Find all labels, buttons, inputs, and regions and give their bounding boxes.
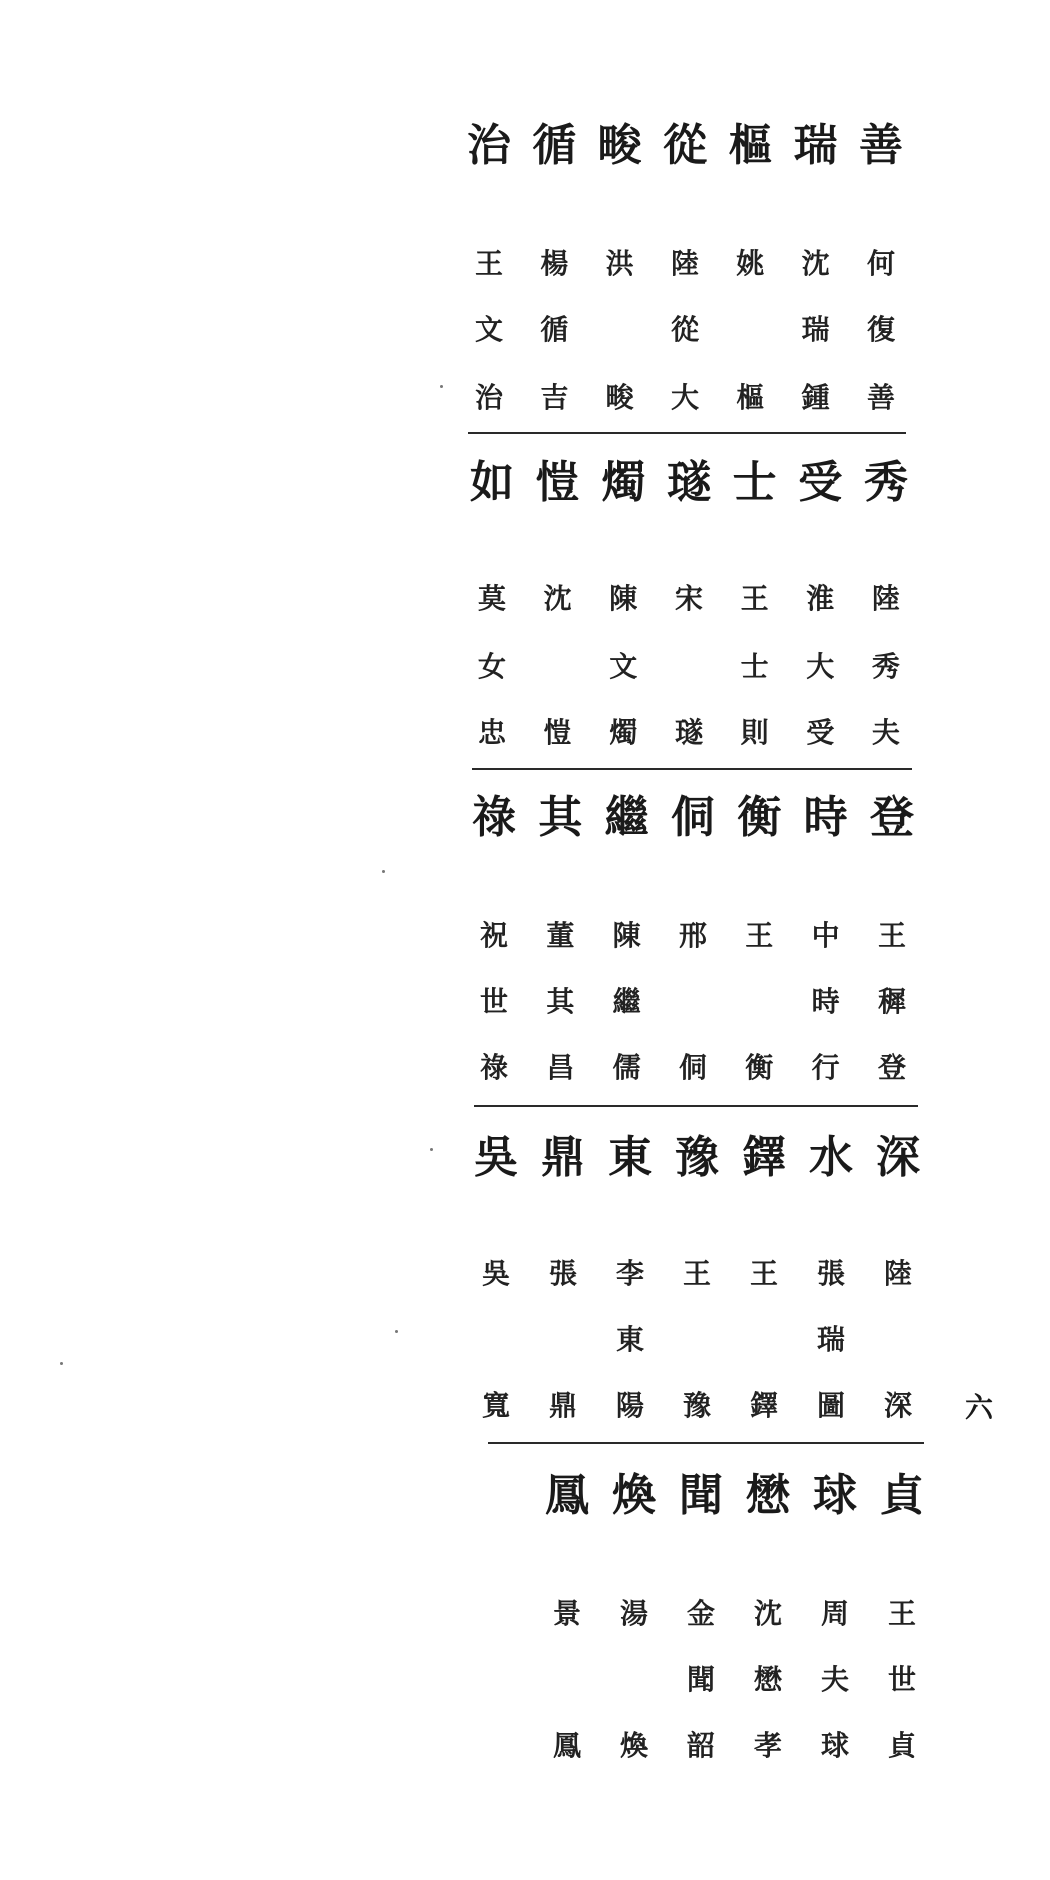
title-char: 登 [869, 792, 914, 843]
name-char: 王 [740, 582, 769, 615]
name-char: 王 [877, 919, 906, 952]
name-char: 時 [811, 985, 840, 1018]
name-char: 儒 [612, 1051, 641, 1084]
name-char: 陸 [883, 1257, 912, 1290]
title-char: 循 [532, 120, 577, 171]
name-row-middle [468, 647, 910, 687]
name-char: 吳 [481, 1257, 510, 1290]
name-row-bottom [468, 713, 910, 753]
name-char: 洪 [605, 247, 634, 280]
name-char: 貞 [887, 1729, 916, 1762]
name-char: 畯 [605, 381, 634, 414]
name-char: 文 [474, 313, 503, 346]
name-char: 從 [670, 313, 699, 346]
name-char: 韶 [686, 1729, 715, 1762]
name-char [726, 310, 774, 350]
name-char: 孝 [753, 1729, 782, 1762]
name-char: 王 [474, 247, 503, 280]
name-char: 忠 [477, 716, 506, 749]
name-char: 夫 [820, 1663, 849, 1696]
title-char: 治 [467, 120, 511, 171]
name-row-bottom [465, 378, 905, 418]
name-char: 大 [670, 381, 699, 414]
name-char [665, 647, 713, 687]
name-char [874, 1320, 922, 1360]
name-char: 懋 [753, 1663, 782, 1696]
print-speck [430, 1148, 433, 1151]
name-char: 圖 [816, 1389, 845, 1422]
name-row-top [468, 579, 910, 619]
name-group-1 [465, 118, 905, 453]
group-title [468, 455, 910, 511]
name-char: 球 [820, 1729, 849, 1762]
name-char: 祝 [479, 919, 508, 952]
name-char: 周 [820, 1597, 849, 1630]
name-char: 瑞 [816, 1323, 845, 1356]
name-char: 董 [546, 919, 575, 952]
name-char: 其 [546, 985, 575, 1018]
name-char: 宋 [674, 582, 703, 615]
divider-rule [468, 432, 906, 434]
name-group-5 [476, 1468, 926, 1788]
title-char: 祿 [472, 792, 516, 843]
name-char: 昌 [546, 1051, 575, 1084]
name-char: 文 [609, 650, 638, 683]
name-char: 行 [811, 1051, 840, 1084]
title-char: 水 [809, 1132, 853, 1183]
name-char: 循 [540, 313, 569, 346]
name-row-middle [465, 310, 905, 350]
name-char: 復 [866, 313, 895, 346]
divider-rule [488, 1442, 924, 1444]
title-char: 球 [813, 1470, 857, 1521]
print-speck [440, 385, 443, 388]
name-char: 王 [749, 1257, 778, 1290]
name-char: 寬 [481, 1389, 510, 1422]
name-char [476, 1660, 524, 1700]
name-char: 豫 [682, 1389, 711, 1422]
name-row-middle [472, 1320, 922, 1360]
name-char: 衡 [745, 1051, 774, 1084]
name-char: 夫 [871, 716, 900, 749]
name-char: 世 [887, 1663, 916, 1696]
title-char: 其 [538, 792, 583, 843]
name-group-4 [472, 1130, 922, 1465]
name-group-3 [470, 790, 916, 1125]
title-char: 繼 [604, 792, 649, 843]
name-char: 金 [686, 1597, 715, 1630]
name-char: 王 [745, 919, 774, 952]
name-row-bottom [470, 1048, 916, 1088]
name-char [539, 1320, 587, 1360]
group-title [472, 1130, 922, 1186]
title-char: 深 [876, 1132, 920, 1183]
name-char [476, 1726, 524, 1766]
name-char: 湯 [619, 1597, 648, 1630]
title-char: 善 [858, 120, 903, 171]
print-speck [395, 1330, 398, 1333]
name-row-top [470, 916, 916, 956]
name-char: 王 [682, 1257, 711, 1290]
title-char: 懋 [746, 1470, 790, 1521]
title-char: 燭 [601, 457, 646, 508]
name-char: 何 [866, 247, 895, 280]
name-row-top [472, 1254, 922, 1294]
name-row-top [465, 244, 905, 284]
name-char: 鼎 [548, 1389, 577, 1422]
name-char: 繼 [612, 985, 641, 1018]
group-title [476, 1468, 926, 1524]
name-char: 祿 [479, 1051, 508, 1084]
name-char [543, 1660, 591, 1700]
name-char: 王 [887, 1597, 916, 1630]
name-char [610, 1660, 658, 1700]
title-char: 侗 [670, 792, 715, 843]
name-char: 聞 [686, 1663, 715, 1696]
name-char: 大 [806, 650, 835, 683]
title-char: 鐸 [742, 1132, 786, 1183]
name-char: 楊 [540, 247, 569, 280]
title-char: 時 [803, 792, 848, 843]
name-row-top [476, 1594, 926, 1634]
name-char: 士 [740, 650, 769, 683]
title-char: 聞 [679, 1470, 723, 1521]
name-char: 煥 [619, 1729, 648, 1762]
name-char: 善 [866, 381, 895, 414]
print-speck [382, 870, 385, 873]
name-char [735, 982, 783, 1022]
title-char: 東 [608, 1132, 652, 1183]
name-char: 樞 [736, 381, 765, 414]
name-char [740, 1320, 788, 1360]
name-char: 沈 [753, 1597, 782, 1630]
name-char: 姚 [736, 247, 765, 280]
name-row-middle [476, 1660, 926, 1700]
name-char: 穉 [877, 985, 906, 1018]
name-char: 陳 [612, 919, 641, 952]
name-char [476, 1594, 524, 1634]
name-char: 鍾 [801, 381, 830, 414]
title-char: 吳 [474, 1132, 518, 1183]
name-char: 陳 [609, 582, 638, 615]
title-char: 貞 [880, 1470, 924, 1521]
name-char: 莫 [477, 582, 506, 615]
title-char: 鼎 [541, 1132, 585, 1183]
title-char: 愷 [535, 457, 580, 508]
name-char: 中 [811, 919, 840, 952]
name-row-bottom [472, 1386, 922, 1426]
title-char: 璲 [666, 457, 711, 508]
name-char: 東 [615, 1323, 644, 1356]
group-title [470, 790, 916, 846]
name-char: 則 [740, 716, 769, 749]
divider-rule [472, 768, 912, 770]
name-char: 景 [552, 1597, 581, 1630]
name-char [534, 647, 582, 687]
title-char: 瑞 [793, 120, 838, 171]
name-char: 沈 [543, 582, 572, 615]
name-group-2 [468, 455, 910, 790]
name-char: 璲 [674, 716, 703, 749]
name-char: 燭 [609, 716, 638, 749]
name-char: 陽 [615, 1389, 644, 1422]
name-char: 秀 [871, 650, 900, 683]
name-char [673, 1320, 721, 1360]
name-char: 深 [883, 1389, 912, 1422]
print-speck [60, 1362, 63, 1365]
name-char: 張 [816, 1257, 845, 1290]
title-char [476, 1468, 524, 1524]
name-char [472, 1320, 520, 1360]
name-char: 沈 [801, 247, 830, 280]
name-char: 陸 [871, 582, 900, 615]
name-char: 世 [479, 985, 508, 1018]
name-char: 鐸 [749, 1389, 778, 1422]
name-char: 侗 [678, 1051, 707, 1084]
title-char: 煥 [612, 1470, 656, 1521]
name-char: 受 [806, 716, 835, 749]
title-char: 秀 [863, 457, 908, 508]
name-row-middle [470, 982, 916, 1022]
name-char [669, 982, 717, 1022]
name-char: 李 [615, 1257, 644, 1290]
divider-rule [474, 1105, 918, 1107]
name-char: 鳳 [552, 1729, 581, 1762]
title-char: 豫 [675, 1132, 719, 1183]
name-char: 張 [548, 1257, 577, 1290]
name-char: 女 [477, 650, 506, 683]
name-char: 登 [877, 1051, 906, 1084]
title-char: 樞 [728, 120, 773, 171]
title-char: 畯 [597, 120, 642, 171]
name-char: 陸 [670, 247, 699, 280]
name-char: 愷 [543, 716, 572, 749]
name-row-bottom [476, 1726, 926, 1766]
title-char: 鳳 [545, 1470, 589, 1521]
name-char: 邢 [678, 919, 707, 952]
page-number: 六 [965, 1391, 994, 1424]
name-char: 吉 [540, 381, 569, 414]
name-char: 瑞 [801, 313, 830, 346]
title-char: 衡 [737, 792, 782, 843]
title-char: 如 [470, 457, 514, 508]
title-char: 士 [732, 457, 777, 508]
name-char: 治 [474, 381, 503, 414]
title-char: 從 [662, 120, 707, 171]
name-char: 淮 [806, 582, 835, 615]
name-char [596, 310, 644, 350]
title-char: 受 [798, 457, 843, 508]
group-title [465, 118, 905, 174]
